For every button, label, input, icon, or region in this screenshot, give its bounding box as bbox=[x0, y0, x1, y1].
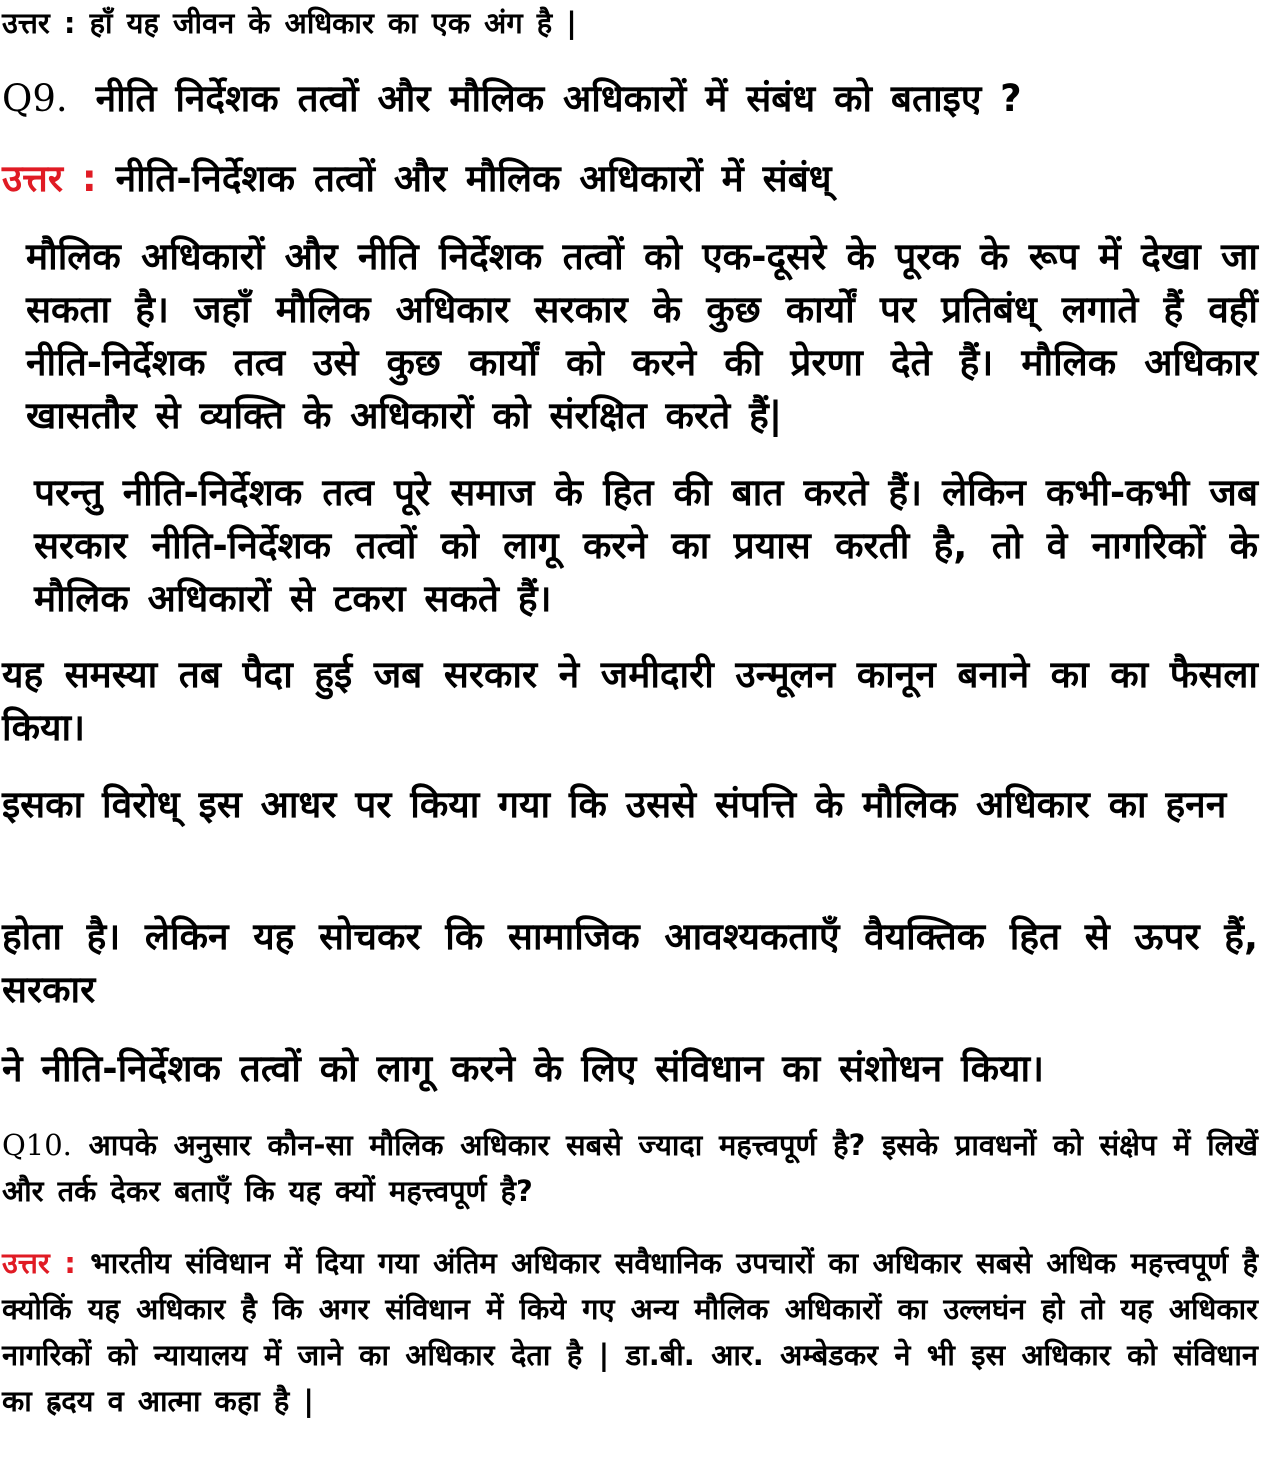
answer-label: उत्तर bbox=[2, 6, 50, 40]
question-text: आपके अनुसार कौन-सा मौलिक अधिकार सबसे ज्यादा महत्त्वपूर्ण है? इसके प्रावधनों को संक्षेप में लिखें और तर्क देकर बताएँ कि यह क्यों महत्त्वपूर्ण है? bbox=[2, 1128, 1258, 1208]
answer-separator: : bbox=[64, 1246, 76, 1280]
answer-separator: : bbox=[63, 6, 76, 40]
answer-9-paragraph-1: मौलिक अधिकारों और नीति निर्देशक तत्वों को एक-दूसरे के पूरक के रूप में देखा जा सकता है। जहाँ मौलिक अधिकार सरकार के कुछ कार्यों पर प्रतिबंध् लगाते हैं वहीं नीति-निर्देशक तत्व उसे कुछ कार्यों को करने की प्रेरणा देते हैं। मौलिक अधिकार खासतौर से व्यक्ति के अधिकारों को संरक्षित करते हैं| bbox=[26, 235, 1258, 437]
question-10 bbox=[2, 1122, 1258, 1214]
answer-9-paragraph-6: ने नीति-निर्देशक तत्वों को लागू करने के लिए संविधान का संशोधन किया। bbox=[2, 1047, 1045, 1090]
answer-text: भारतीय संविधान में दिया गया अंतिम अधिकार सवैधानिक उपचारों का अधिकार सबसे अधिक महत्त्वपूर्ण है क्योकिं यह अधिकार है कि अगर संविधान में किये गए अन्य मौलिक अधिकारों का उल्लघंन हो तो यह अधिकार नागरिकों को न्यायालय में जाने का अधिकार देता है | डा.बी. आर. अम्बेडकर ने भी इस अधिकार को संविधान का ह्रदय व आत्मा कहा है | bbox=[2, 1246, 1258, 1418]
answer-9-heading bbox=[2, 152, 1258, 205]
answer-label: उत्तर bbox=[2, 157, 63, 200]
answer-9-paragraph-5: होता है। लेकिन यह सोचकर कि सामाजिक आवश्यकताएँ वैयक्तिक हित से ऊपर हैं, सरकार bbox=[2, 915, 1258, 1011]
previous-answer bbox=[2, 0, 1258, 46]
question-number: Q10. bbox=[2, 1128, 72, 1162]
question-9 bbox=[2, 72, 1258, 125]
question-text: नीति निर्देशक तत्वों और मौलिक अधिकारों में संबंध को बताइए ? bbox=[95, 77, 1022, 120]
answer-separator: : bbox=[81, 157, 97, 200]
answer-9-paragraph-3: यह समस्या तब पैदा हुई जब सरकार ने जमीदारी उन्मूलन कानून बनाने का का फैसला किया। bbox=[2, 653, 1258, 749]
question-number: Q9. bbox=[2, 77, 68, 120]
answer-text: हाँ यह जीवन के अधिकार का एक अंग है | bbox=[89, 6, 577, 40]
answer-10 bbox=[2, 1240, 1258, 1424]
answer-heading-text: नीति-निर्देशक तत्वों और मौलिक अधिकारों में संबंध् bbox=[115, 157, 832, 200]
answer-9-paragraph-4: इसका विरोध् इस आधर पर किया गया कि उससे संपत्ति के मौलिक अधिकार का हनन bbox=[2, 783, 1227, 826]
answer-label: उत्तर bbox=[2, 1246, 50, 1280]
answer-9-paragraph-2: परन्तु नीति-निर्देशक तत्व पूरे समाज के हित की बात करते हैं। लेकिन कभी-कभी जब सरकार नीति-निर्देशक तत्वों को लागू करने का प्रयास करती है, तो वे नागरिकों के मौलिक अधिकारों से टकरा सकते हैं। bbox=[34, 471, 1258, 620]
